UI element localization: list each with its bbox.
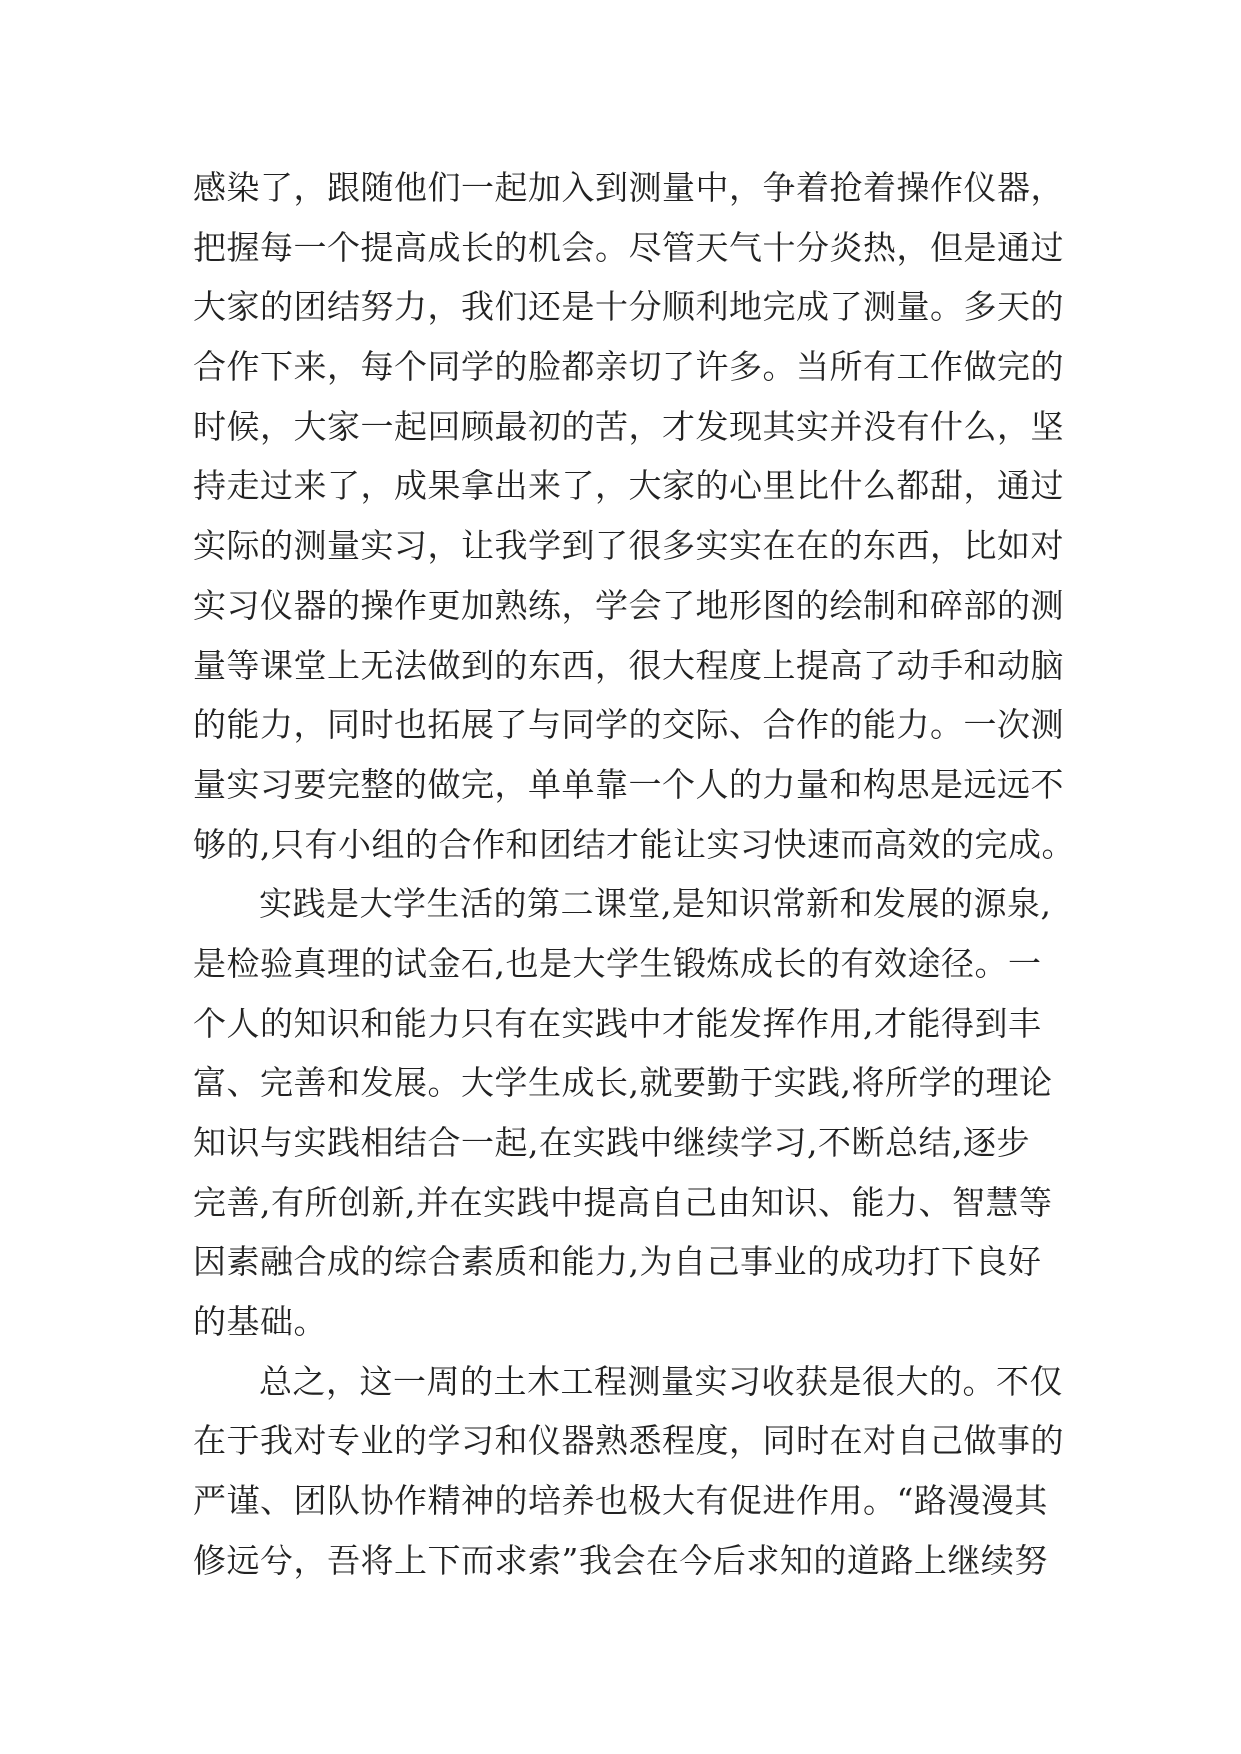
text-line-1: 感染了，跟随他们一起加入到测量中，争着抢着操作仪器， [193, 168, 1064, 207]
text-line-23: 严谨、团队协作精神的培养也极大有促进作用。“路漫漫其 [193, 1481, 1048, 1521]
text-line-7: 实际的测量实习，让我学到了很多实实在在的东西，比如对 [193, 526, 1064, 566]
text-line-3: 大家的团结努力，我们还是十分顺利地完成了测量。多天的 [193, 287, 1064, 327]
text-line-19: 因素融合成的综合素质和能力,为自己事业的成功打下良好 [193, 1242, 1042, 1282]
text-line-6: 持走过来了，成果拿出来了，大家的心里比什么都甜，通过 [193, 466, 1064, 506]
text-line-22: 在于我对专业的学习和仪器熟悉程度，同时在对自己做事的 [193, 1421, 1064, 1461]
text-line-4: 合作下来，每个同学的脸都亲切了许多。当所有工作做完的 [193, 347, 1064, 387]
text-line-8: 实习仪器的操作更加熟练，学会了地形图的绘制和碎部的测 [193, 585, 1064, 625]
paragraph-start-line-21: 总之，这一周的土木工程测量实习收获是很大的。不仅 [259, 1361, 1063, 1401]
text-line-20: 的基础。 [193, 1302, 327, 1342]
text-line-17: 知识与实践相结合一起,在实践中继续学习,不断总结,逐步 [193, 1123, 1030, 1162]
text-line-5: 时候，大家一起回顾最初的苦，才发现其实并没有什么，坚 [193, 406, 1064, 446]
text-line-10: 的能力，同时也拓展了与同学的交际、合作的能力。一次测 [193, 705, 1064, 745]
text-line-11: 量实习要完整的做完，单单靠一个人的力量和构思是远远不 [193, 764, 1064, 804]
paragraph-start-line-13: 实践是大学生活的第二课堂,是知识常新和发展的源泉, [259, 884, 1052, 924]
text-line-24: 修远兮，吾将上下而求索”我会在今后求知的道路上继续努 [193, 1540, 1048, 1580]
text-line-14: 是检验真理的试金石,也是大学生锻炼成长的有效途径。一 [193, 943, 1042, 983]
text-line-16: 富、完善和发展。大学生成长,就要勤于实践,将所学的理论 [193, 1063, 1053, 1103]
text-line-9: 量等课堂上无法做到的东西，很大程度上提高了动手和动脑 [193, 645, 1064, 685]
text-line-2: 把握每一个提高成长的机会。尽管天气十分炎热，但是通过 [193, 227, 1064, 267]
text-line-18: 完善,有所创新,并在实践中提高自己由知识、能力、智慧等 [193, 1182, 1053, 1222]
body-text [193, 158, 1075, 1591]
text-line-15: 个人的知识和能力只有在实践中才能发挥作用,才能得到丰 [193, 1003, 1042, 1043]
text-line-12: 够的,只有小组的合作和团结才能让实习快速而高效的完成。 [193, 824, 1075, 864]
